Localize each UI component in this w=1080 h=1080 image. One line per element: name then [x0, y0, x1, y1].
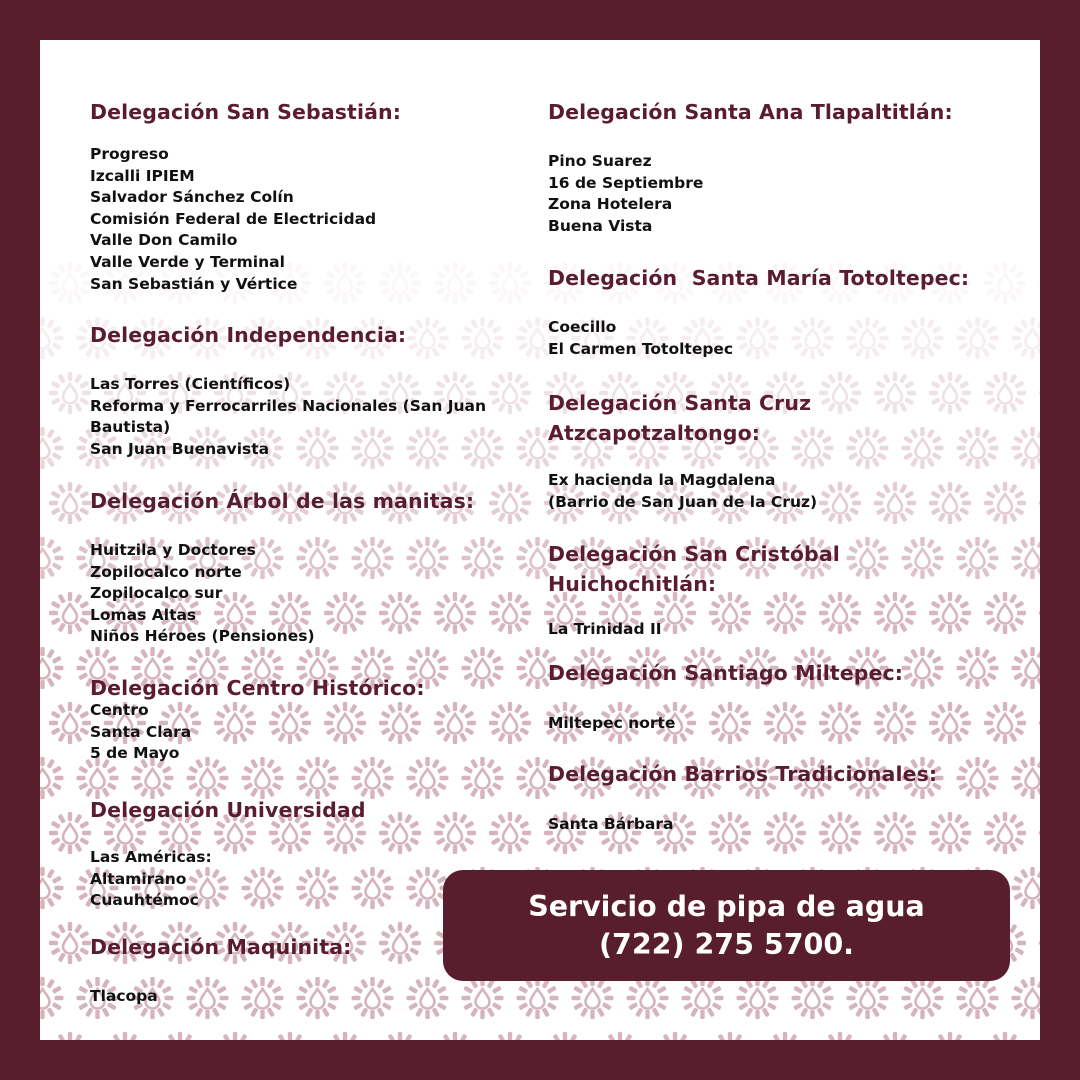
section-santiago-miltepec	[548, 661, 998, 735]
section-santa-maria-totoltepec	[548, 266, 998, 360]
list-item: Pino Suarez	[548, 152, 652, 170]
section-heading: Delegación Barrios Tradicionales:	[548, 762, 938, 786]
section-san-sebastian	[90, 100, 520, 295]
colonia-list	[548, 713, 998, 735]
section-heading: Delegación Centro Histórico:	[90, 676, 425, 700]
section-santa-cruz-atzcapotzaltongo	[548, 388, 998, 513]
list-item: Las Torres (Científicos)	[90, 375, 291, 393]
colonia-list	[90, 700, 520, 765]
colonia-list	[548, 470, 998, 513]
list-item: Zopilocalco sur	[90, 584, 223, 603]
content-area	[40, 40, 1040, 1040]
section-heading: Delegación Maquinita:	[90, 935, 352, 959]
list-item: San Sebastián y Vértice	[90, 274, 298, 293]
list-item: Altamirano	[90, 869, 187, 888]
section-heading: Delegación Santa María Totoltepec:	[548, 266, 970, 290]
section-heading: Delegación Santa Cruz Atzcapotzaltongo:	[548, 391, 812, 445]
colonia-list	[548, 814, 998, 836]
list-item: La Trinidad II	[548, 620, 662, 638]
colonia-list	[90, 540, 520, 648]
section-barrios-tradicionales	[548, 762, 998, 836]
colonia-list	[90, 986, 520, 1008]
section-heading: Delegación San Cristóbal Huichochitlán:	[548, 542, 840, 596]
list-item: 16 de Septiembre	[548, 173, 704, 192]
callout-phone-number: (722) 275 5700.	[598, 927, 855, 961]
section-arbol-de-las-manitas	[90, 489, 520, 648]
section-heading: Delegación San Sebastián:	[90, 100, 402, 124]
list-item: Niños Héroes (Pensiones)	[90, 627, 315, 646]
list-item: Tlacopa	[90, 987, 158, 1005]
section-heading: Delegación Árbol de las manitas:	[90, 489, 475, 513]
section-heading: Delegación Universidad	[90, 798, 366, 822]
callout-title: Servicio de pipa de agua	[528, 889, 925, 923]
colonia-list	[548, 151, 998, 237]
section-heading: Delegación Santiago Miltepec:	[548, 661, 904, 685]
list-item: Reforma y Ferrocarriles Nacionales (San Juan Bautista)	[90, 396, 487, 437]
colonia-list	[548, 317, 998, 360]
list-item: Cuauhtémoc	[90, 891, 199, 910]
list-item: Buena Vista	[548, 216, 653, 235]
list-item: Valle Verde y Terminal	[90, 252, 285, 271]
list-item: Progreso	[90, 145, 169, 163]
list-item: Santa Clara	[90, 722, 192, 741]
colonia-list	[90, 144, 520, 295]
list-item: Ex hacienda la Magdalena	[548, 471, 776, 489]
colonia-list	[90, 374, 520, 460]
list-item: Zona Hotelera	[548, 195, 673, 214]
section-centro-historico	[90, 676, 520, 765]
list-item: (Barrio de San Juan de la Cruz)	[548, 492, 818, 511]
section-heading: Delegación Independencia:	[90, 323, 407, 347]
list-item: Miltepec norte	[548, 714, 676, 732]
section-heading: Delegación Santa Ana Tlapaltitlán:	[548, 100, 953, 124]
colonia-list	[548, 619, 998, 641]
list-item: Comisión Federal de Electricidad	[90, 209, 377, 228]
list-item: Santa Bárbara	[548, 815, 674, 833]
list-item: Izcalli IPIEM	[90, 166, 195, 185]
section-santa-ana-tlapaltitlan	[548, 100, 998, 237]
list-item: Coecillo	[548, 318, 617, 336]
list-item: 5 de Mayo	[90, 744, 180, 763]
section-independencia	[90, 323, 520, 460]
water-truck-service-callout	[443, 870, 1010, 981]
page-frame	[40, 40, 1040, 1040]
list-item: Salvador Sánchez Colín	[90, 188, 294, 207]
section-san-cristobal-huichochitlan	[548, 539, 998, 641]
list-item: El Carmen Totoltepec	[548, 339, 734, 358]
list-item: Lomas Altas	[90, 605, 197, 624]
list-item: Centro	[90, 701, 149, 719]
list-item: San Juan Buenavista	[90, 439, 270, 458]
list-item: Zopilocalco norte	[90, 562, 242, 581]
list-item: Las Américas:	[90, 848, 212, 866]
list-item: Huitzila y Doctores	[90, 541, 256, 559]
list-item: Valle Don Camilo	[90, 231, 238, 250]
